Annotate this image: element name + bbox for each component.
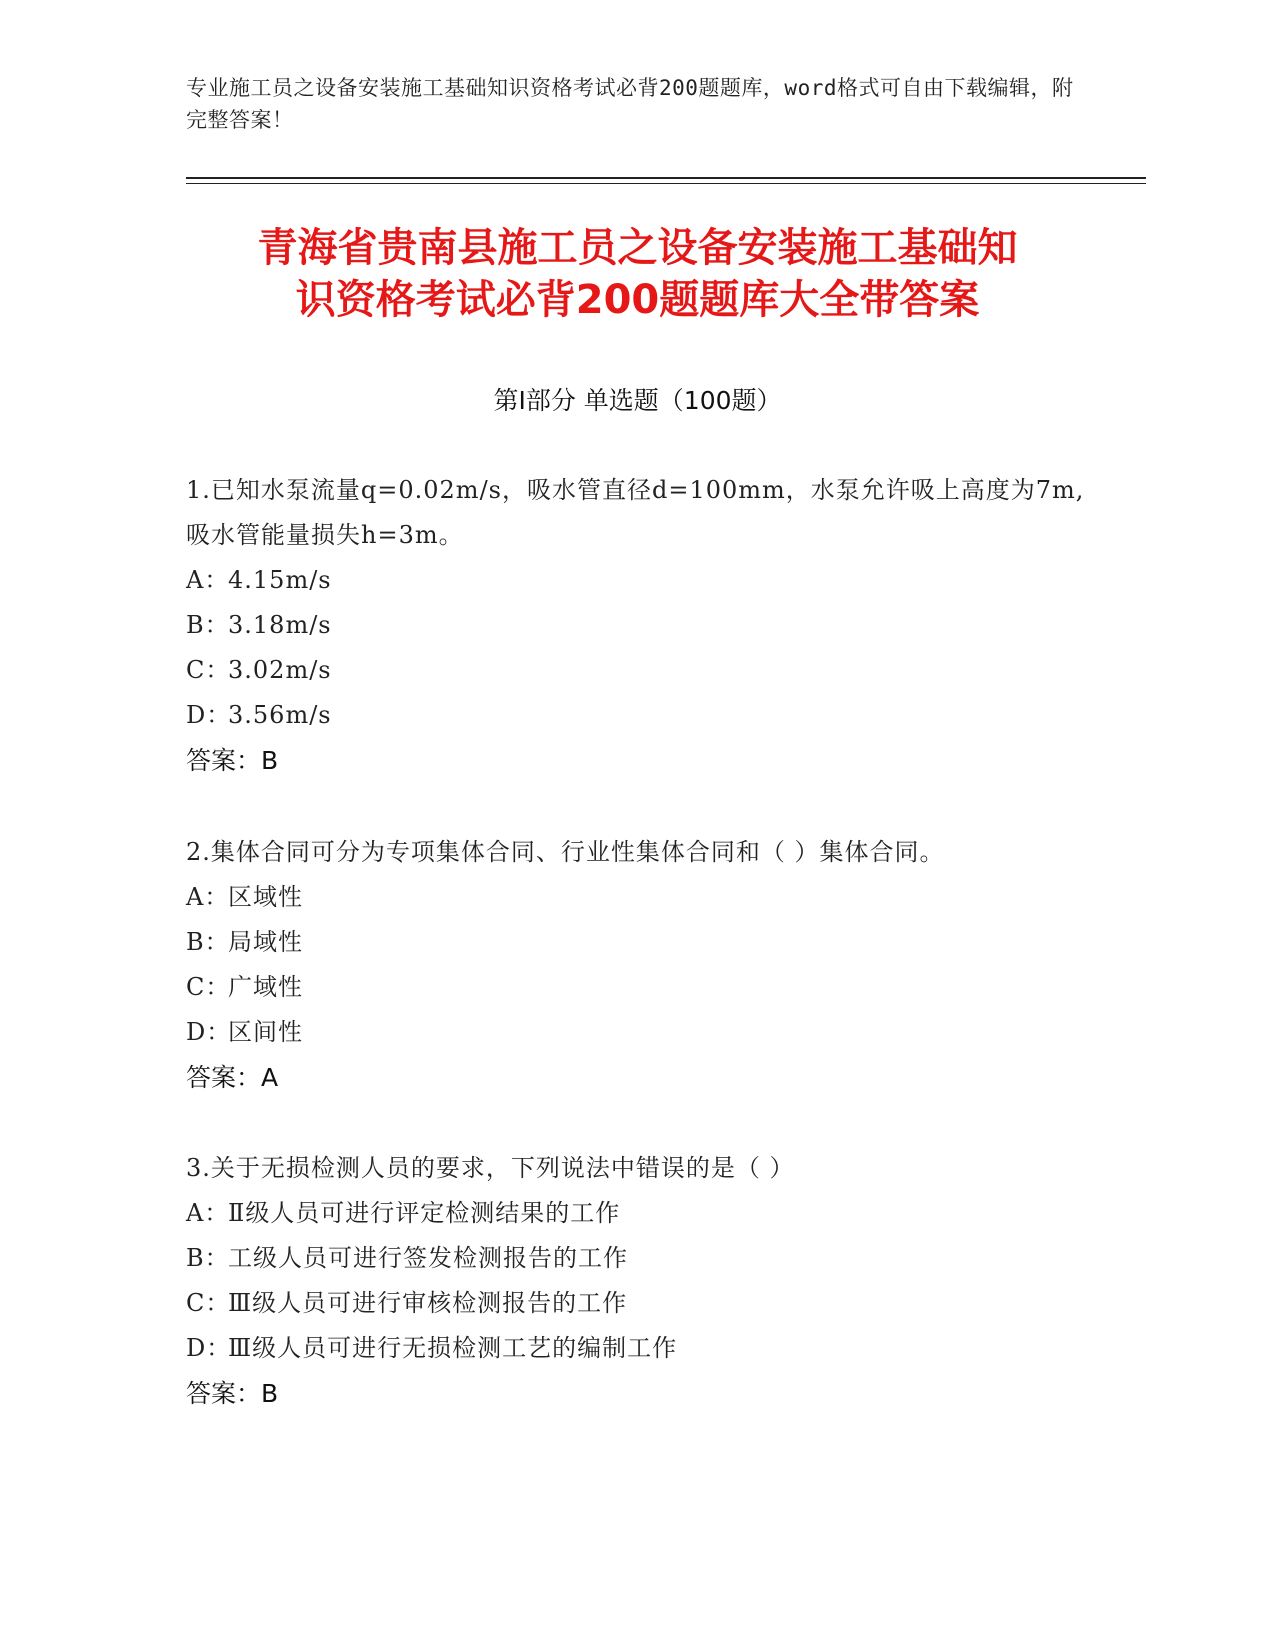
question-answer: 答案：B	[186, 1379, 279, 1408]
option-letter: D：	[186, 1018, 232, 1046]
document-title	[186, 222, 1089, 326]
header-note: 专业施工员之设备安装施工基础知识资格考试必背200题题库，word格式可自由下载编辑，附完整答案！	[186, 76, 1074, 132]
header-divider-thick	[186, 177, 1146, 179]
option-text: 区间性	[228, 1018, 303, 1046]
question-option-a	[186, 875, 1086, 920]
question-option-b	[186, 603, 1086, 648]
option-letter: C：	[186, 656, 231, 684]
question-1	[186, 468, 1086, 783]
question-option-c	[186, 648, 1086, 693]
document-title-line-1: 青海省贵南县施工员之设备安装施工基础知	[257, 225, 1018, 271]
option-text: 3.02m/s	[228, 656, 332, 684]
option-text: Ⅲ级人员可进行无损检测工艺的编制工作	[228, 1334, 678, 1362]
option-letter: B：	[186, 1244, 230, 1272]
option-letter: C：	[186, 973, 231, 1001]
question-answer: 答案：A	[186, 1063, 279, 1092]
option-text: 3.56m/s	[228, 701, 332, 729]
option-text: Ⅱ级人员可进行评定检测结果的工作	[228, 1199, 621, 1227]
question-option-c	[186, 965, 1086, 1010]
option-letter: D：	[186, 1334, 232, 1362]
question-3	[186, 1146, 1086, 1416]
question-option-d	[186, 1010, 1086, 1055]
option-text: 4.15m/s	[228, 566, 332, 594]
question-stem: 2.集体合同可分为专项集体合同、行业性集体合同和（ ）集体合同。	[186, 838, 945, 866]
option-letter: A：	[186, 566, 230, 594]
option-text: 区域性	[228, 883, 303, 911]
question-stem: 1.已知水泵流量q=0.02m/s，吸水管直径d=100mm，水泵允许吸上高度为7m,吸水管能量损失h=3m。	[186, 476, 1085, 549]
question-option-a	[186, 1191, 1086, 1236]
option-text: Ⅲ级人员可进行审核检测报告的工作	[228, 1289, 628, 1317]
option-letter: A：	[186, 883, 230, 911]
section-heading: 第Ⅰ部分 单选题（100题）	[493, 386, 782, 415]
option-text: 局域性	[228, 928, 303, 956]
question-option-b	[186, 1236, 1086, 1281]
option-text: 工级人员可进行签发检测报告的工作	[228, 1244, 628, 1272]
option-text: 3.18m/s	[228, 611, 332, 639]
question-answer: 答案：B	[186, 746, 279, 775]
question-stem: 3.关于无损检测人员的要求，下列说法中错误的是（ ）	[186, 1154, 795, 1182]
question-option-d	[186, 1326, 1086, 1371]
question-option-a	[186, 558, 1086, 603]
option-letter: A：	[186, 1199, 230, 1227]
option-letter: B：	[186, 928, 230, 956]
option-letter: D：	[186, 701, 232, 729]
question-option-b	[186, 920, 1086, 965]
question-2	[186, 830, 1086, 1100]
header-divider-thin	[186, 183, 1146, 184]
document-title-line-2: 识资格考试必背200题题库大全带答案	[295, 277, 980, 323]
question-option-d	[186, 693, 1086, 738]
question-option-c	[186, 1281, 1086, 1326]
option-letter: C：	[186, 1289, 231, 1317]
option-text: 广域性	[228, 973, 303, 1001]
option-letter: B：	[186, 611, 230, 639]
